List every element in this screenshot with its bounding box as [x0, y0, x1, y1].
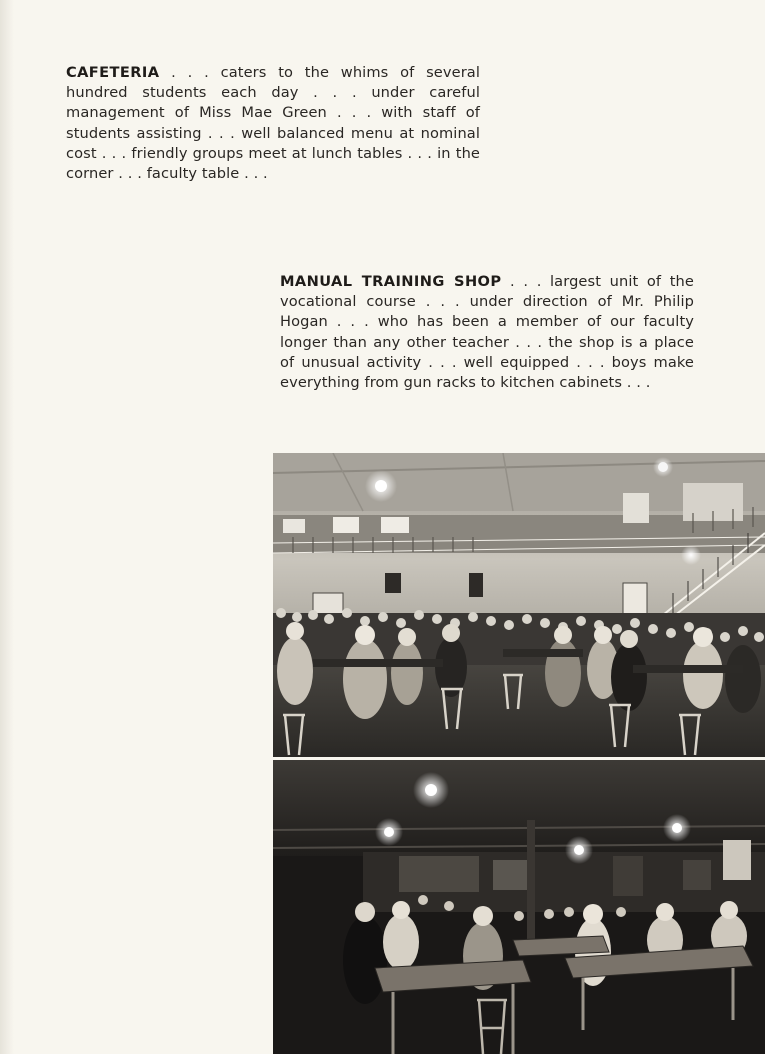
page-edge-shadow: [0, 0, 14, 1054]
cafeteria-caption: [66, 63, 480, 184]
cafeteria-body: . . . caters to the whims of several hundred students each day . . . under careful management of Miss Mae Green . . . with staff of students assisting . . . well balanced menu at nominal cost . . . friendly groups meet at lunch tables . . . in the corner . . . faculty table . . .: [66, 64, 480, 183]
shop-caption: [280, 272, 694, 393]
shop-body: . . . largest unit of the vocational course . . . under direction of Mr. Philip Hogan . . . who has been a member of our faculty longer than any other teacher . . . the shop is a place of unusual activity . . . well equipped . . . boys make everything from gun racks to kitchen cabinets . . .: [280, 273, 694, 392]
cafeteria-heading: CAFETERIA: [66, 64, 160, 81]
cafeteria-photo: [273, 453, 765, 757]
shop-heading: MANUAL TRAINING SHOP: [280, 273, 502, 290]
shop-photo: [273, 760, 765, 1054]
